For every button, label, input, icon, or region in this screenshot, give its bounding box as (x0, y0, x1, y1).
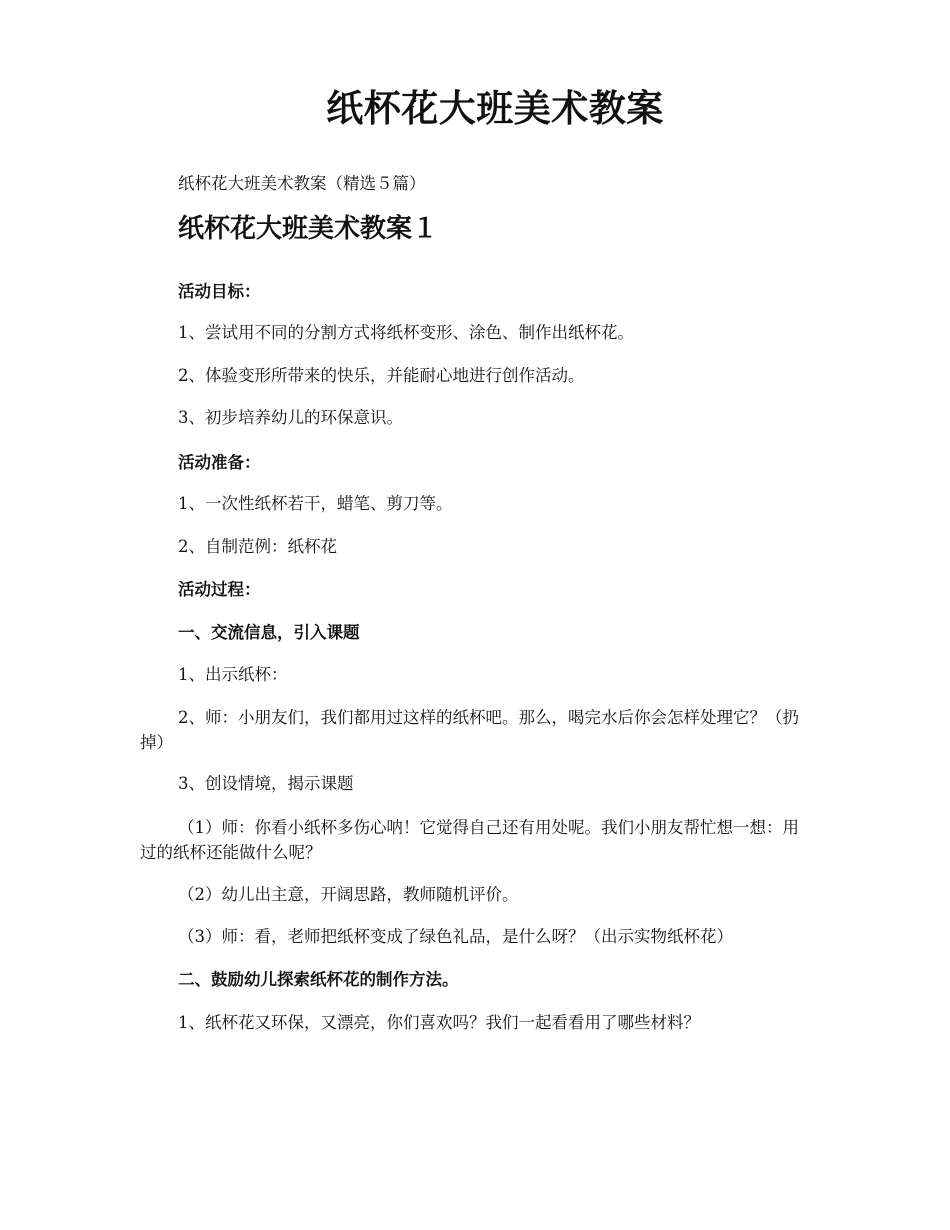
process-item: 2、师：小朋友们，我们都用过这样的纸杯吧。那么，喝完水后你会怎样处理它？（扔掉） (140, 708, 799, 752)
step-one-heading: 一、交流信息，引入课题 (178, 623, 360, 642)
goal-item: 2、体验变形所带来的快乐，并能耐心地进行创作活动。 (178, 366, 585, 385)
step-two-heading: 二、鼓励幼儿探索纸杯花的制作方法。 (178, 970, 459, 989)
document-title: 纸杯花大班美术教案 (326, 86, 664, 130)
activity-goals-heading: 活动目标： (178, 282, 261, 301)
section-heading: 纸杯花大班美术教案１ (178, 214, 439, 244)
activity-process-heading: 活动过程： (178, 580, 261, 599)
process-item: 1、纸杯花又环保，又漂亮，你们喜欢吗？我们一起看看用了哪些材料？ (178, 1013, 700, 1032)
activity-prep-heading: 活动准备： (178, 453, 261, 472)
document-subtitle: 纸杯花大班美术教案（精选５篇） (178, 174, 426, 193)
process-item: 1、出示纸杯： (178, 665, 288, 684)
prep-item: 1、一次性纸杯若干，蜡笔、剪刀等。 (178, 494, 453, 513)
process-subitem: （1）师：你看小纸杯多伤心呐！它觉得自己还有用处呢。我们小朋友帮忙想一想：用过的纸杯还能做什么呢？ (140, 818, 799, 862)
goal-item: 3、初步培养幼儿的环保意识。 (178, 408, 403, 427)
process-item: 3、创设情境，揭示课题 (178, 774, 354, 793)
goal-item: 1、尝试用不同的分割方式将纸杯变形、涂色、制作出纸杯花。 (178, 323, 634, 342)
process-subitem: （3）师：看，老师把纸杯变成了绿色礼品，是什么呀？（出示实物纸杯花） (178, 927, 733, 946)
prep-item: 2、自制范例：纸杯花 (178, 537, 337, 556)
process-subitem: （2）幼儿出主意，开阔思路，教师随机评价。 (178, 885, 519, 904)
